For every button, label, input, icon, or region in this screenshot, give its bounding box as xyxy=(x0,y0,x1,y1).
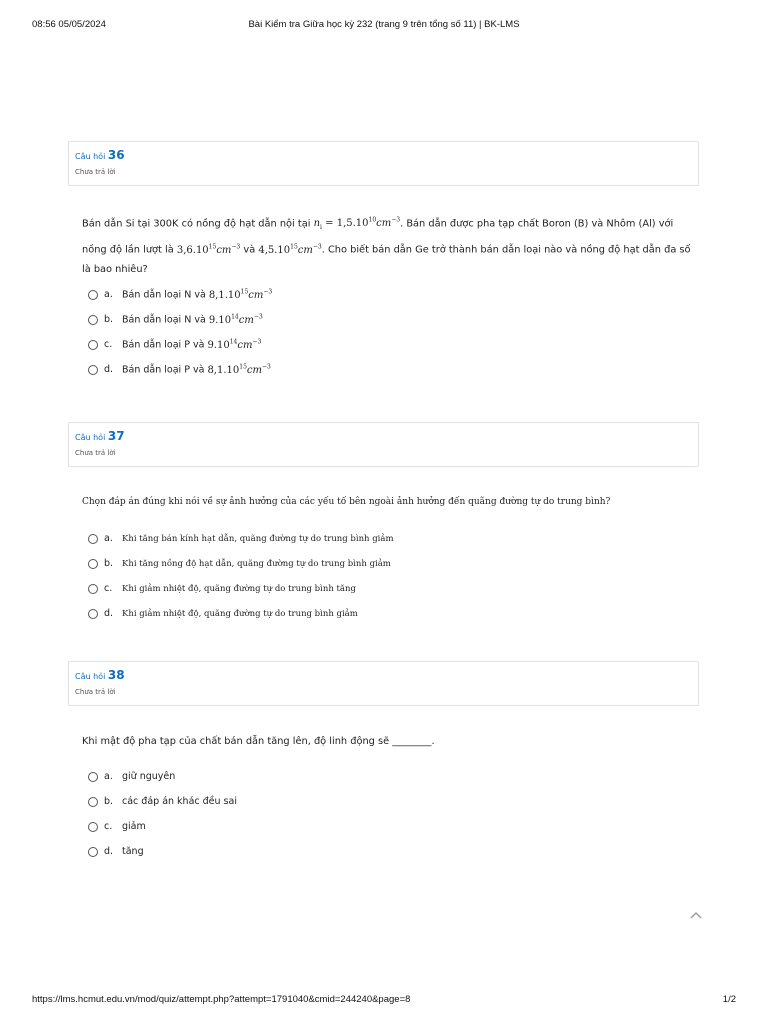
answer-option[interactable] xyxy=(88,332,688,357)
answer-text: các đáp án khác đều sai xyxy=(122,796,237,807)
answer-text: Bán dẫn loại N và $8,1.10^{15}cm^{-3}$ xyxy=(122,288,273,301)
question-text-36: Bán dẫn Si tại 300K có nồng độ hạt dẫn nội tại $n_i = 1,5.10^{10}cm^{-3}$. Bán dẫn được pha tạp chất Boron (B) và Nhôm (Al) với nồng độ lần lượt là $3,6.10^{15}cm^{-3}$ và $4,5.10^{15}cm^{-3}$. Cho biết bán dẫn Ge trở thành bán dẫn loại nào và nồng độ hạt dẫn đa số là bao nhiêu? xyxy=(82,217,691,275)
radio-unchecked-icon[interactable] xyxy=(88,772,98,782)
answer-letter: b. xyxy=(104,796,114,807)
answer-letter: d. xyxy=(104,364,114,375)
radio-unchecked-icon[interactable] xyxy=(88,534,98,544)
question-state: Chưa trả lời xyxy=(75,688,116,696)
radio-unchecked-icon[interactable] xyxy=(88,290,98,300)
answer-text: Khi tăng bán kính hạt dẫn, quãng đường tự do trung bình giảm xyxy=(122,533,394,544)
answer-option[interactable] xyxy=(88,764,688,789)
radio-unchecked-icon[interactable] xyxy=(88,797,98,807)
answer-option[interactable] xyxy=(88,526,688,551)
answer-option[interactable] xyxy=(88,839,688,864)
print-datetime: 08:56 05/05/2024 xyxy=(32,19,106,30)
answer-option[interactable] xyxy=(88,307,688,332)
answer-letter: c. xyxy=(104,583,113,594)
answer-list-37 xyxy=(88,526,688,626)
answer-text: Bán dẫn loại P và $9.10^{14}cm^{-3}$ xyxy=(122,338,262,351)
print-header xyxy=(0,19,768,33)
radio-unchecked-icon[interactable] xyxy=(88,822,98,832)
question-info-38 xyxy=(68,661,699,706)
answer-text: Khi giảm nhiệt độ, quãng đường tự do trung bình tăng xyxy=(122,583,356,594)
question-text-37: Chọn đáp án đúng khi nói về sự ảnh hưởng của các yếu tố bên ngoài ảnh hưởng đến quãng đường tự do trung bình? xyxy=(82,497,611,507)
answer-option[interactable] xyxy=(88,601,688,626)
chevron-up-icon[interactable] xyxy=(688,907,704,923)
answer-text: giữ nguyên xyxy=(122,771,176,782)
answer-letter: c. xyxy=(104,821,113,832)
answer-text: Bán dẫn loại N và $9.10^{14}cm^{-3}$ xyxy=(122,313,263,326)
answer-letter: b. xyxy=(104,314,114,325)
answer-letter: a. xyxy=(104,533,113,544)
answer-text: Bán dẫn loại P và $8,1.10^{15}cm^{-3}$ xyxy=(122,363,271,376)
radio-unchecked-icon[interactable] xyxy=(88,609,98,619)
question-info-37 xyxy=(68,422,699,467)
answer-letter: d. xyxy=(104,846,114,857)
print-page-title: Bài Kiểm tra Giữa học kỳ 232 (trang 9 trên tổng số 11) | BK-LMS xyxy=(248,19,520,30)
answer-text: giảm xyxy=(122,821,146,832)
answer-letter: a. xyxy=(104,771,113,782)
radio-unchecked-icon[interactable] xyxy=(88,340,98,350)
question-info-36 xyxy=(68,141,699,186)
answer-letter: b. xyxy=(104,558,114,569)
radio-unchecked-icon[interactable] xyxy=(88,365,98,375)
answer-letter: d. xyxy=(104,608,114,619)
radio-unchecked-icon[interactable] xyxy=(88,584,98,594)
answer-letter: c. xyxy=(104,339,113,350)
answer-list-36 xyxy=(88,282,688,382)
radio-unchecked-icon[interactable] xyxy=(88,847,98,857)
answer-letter: a. xyxy=(104,289,113,300)
print-footer xyxy=(0,994,768,1008)
answer-text: Khi tăng nồng độ hạt dẫn, quãng đường tự do trung bình giảm xyxy=(122,558,391,569)
question-text-38: Khi mật độ pha tạp của chất bán dẫn tăng lên, độ linh động sẽ ________. xyxy=(82,736,435,747)
question-state: Chưa trả lời xyxy=(75,449,116,457)
answer-option[interactable] xyxy=(88,576,688,601)
answer-option[interactable] xyxy=(88,789,688,814)
radio-unchecked-icon[interactable] xyxy=(88,559,98,569)
radio-unchecked-icon[interactable] xyxy=(88,315,98,325)
question-number: Câu hỏi 36 xyxy=(75,148,125,162)
answer-option[interactable] xyxy=(88,551,688,576)
question-state: Chưa trả lời xyxy=(75,168,116,176)
answer-option[interactable] xyxy=(88,282,688,307)
print-page-number: 1/2 xyxy=(722,994,736,1005)
print-url: https://lms.hcmut.edu.vn/mod/quiz/attempt.php?attempt=1791040&cmid=244240&page=8 xyxy=(32,994,411,1005)
question-number: Câu hỏi 37 xyxy=(75,429,125,443)
answer-list-38 xyxy=(88,764,688,864)
question-number: Câu hỏi 38 xyxy=(75,668,125,682)
answer-text: tăng xyxy=(122,846,144,857)
answer-option[interactable] xyxy=(88,357,688,382)
answer-option[interactable] xyxy=(88,814,688,839)
answer-text: Khi giảm nhiệt độ, quãng đường tự do trung bình giảm xyxy=(122,608,358,619)
